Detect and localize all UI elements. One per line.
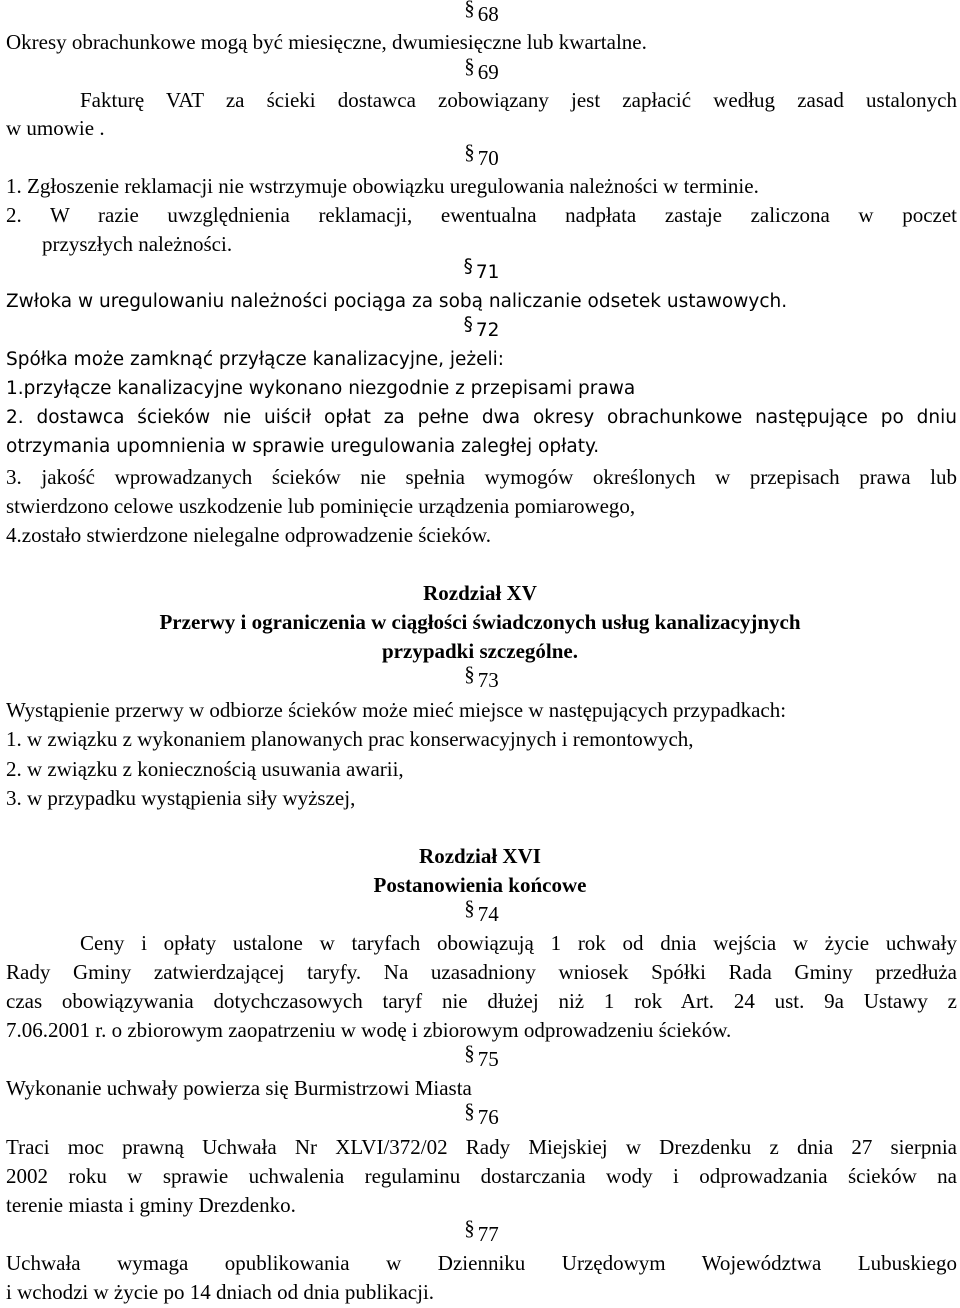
section-73-header (6, 662, 957, 694)
chapter-title: Postanowienia końcowe (373, 873, 587, 897)
paragraph-line: 7.06.2001 r. o zbiorowym zaopatrzeniu w wodę i zbiorowym odprowadzeniu ścieków. (6, 1018, 732, 1042)
paragraph-line: przyszłych należności. (42, 232, 233, 256)
paragraph-line: Traci moc prawną Uchwała Nr XLVI/372/02 Rady Miejskiej w Drezdenku z dnia 27 sierpnia (6, 1135, 957, 1159)
list-item: 1.przyłącze kanalizacyjne wykonano niezgodnie z przepisami prawa (6, 378, 636, 399)
section-number: 76 (477, 1105, 499, 1129)
section-77-header (6, 1216, 957, 1248)
section-76-header (6, 1099, 957, 1131)
list-item: 2. w związku z koniecznością usuwania awarii, (6, 757, 404, 781)
section-75-header (6, 1041, 957, 1073)
paragraph-line: Ceny i opłaty ustalone w taryfach obowiązują 1 rok od dnia wejścia w życie uchwały (80, 931, 957, 955)
paragraph-line: stwierdzono celowe uszkodzenie lub pominięcie urządzenia pomiarowego, (6, 494, 636, 518)
list-item: 4.zostało stwierdzone nielegalne odprowadzenie ścieków. (6, 523, 491, 547)
section-number: 75 (477, 1047, 499, 1071)
section-number: 77 (477, 1222, 499, 1246)
paragraph-line: terenie miasta i gminy Drezdenko. (6, 1193, 296, 1217)
section-symbol: § (463, 314, 473, 335)
paragraph-line: Zwłoka w uregulowaniu należności pociąga za sobą naliczanie odsetek ustawowych. (6, 291, 788, 312)
section-70-header (6, 140, 957, 172)
paragraph-line: 2002 roku w sprawie uchwalenia regulaminu dostarczania wody i odprowadzania ścieków na (6, 1164, 957, 1188)
section-number: 72 (475, 320, 500, 341)
paragraph-line: w umowie . (6, 116, 105, 140)
list-item: 1. Zgłoszenie reklamacji nie wstrzymuje obowiązku uregulowania należności w terminie. (6, 174, 759, 198)
section-symbol: § (464, 0, 475, 20)
section-symbol: § (463, 256, 473, 277)
section-symbol: § (464, 1216, 475, 1240)
section-symbol: § (464, 896, 475, 920)
list-item: 1. w związku z wykonaniem planowanych prac konserwacyjnych i remontowych, (6, 727, 694, 751)
list-item: 3. w przypadku wystąpienia siły wyższej, (6, 786, 356, 810)
section-number: 74 (477, 902, 499, 926)
paragraph-line: i wchodzi w życie po 14 dniach od dnia publikacji. (6, 1280, 435, 1304)
section-symbol: § (464, 54, 475, 78)
paragraph-line: Rady Gminy zatwierdzającej taryfy. Na uzasadniony wniosek Spółki Rada Gminy przedłuża (6, 960, 957, 984)
paragraph-line: Okresy obrachunkowe mogą być miesięczne, dwumiesięczne lub kwartalne. (6, 30, 647, 54)
section-71-header (6, 256, 957, 287)
section-symbol: § (464, 662, 475, 686)
paragraph-line: otrzymania upomnienia w sprawie uregulowania zaległej opłaty. (6, 436, 600, 457)
chapter-heading: Rozdział XVI (419, 844, 541, 868)
paragraph-line: Spółka może zamknąć przyłącze kanalizacyjne, jeżeli: (6, 349, 504, 370)
list-item: 3. jakość wprowadzanych ścieków nie spełnia wymogów określonych w przepisach prawa lub (6, 465, 957, 489)
section-69-header (6, 54, 957, 86)
chapter-heading: Rozdział XV (423, 581, 537, 605)
chapter-subtitle: przypadki szczególne. (382, 639, 578, 663)
list-item: 2. dostawca ścieków nie uiścił opłat za pełne dwa okresy obrachunkowe następujące po dniu (6, 407, 957, 428)
section-number: 70 (477, 146, 499, 170)
section-number: 73 (477, 668, 499, 692)
chapter-title: Przerwy i ograniczenia w ciągłości świadczonych usług kanalizacyjnych (159, 610, 801, 634)
section-72-header (6, 314, 957, 345)
paragraph-line: Wystąpienie przerwy w odbiorze ścieków może mieć miejsce w następujących przypadkach: (6, 698, 787, 722)
paragraph-line: czas obowiązywania dotychczasowych taryf nie dłużej niż 1 rok Art. 24 ust. 9a Ustawy z (6, 989, 957, 1013)
section-symbol: § (464, 140, 475, 164)
section-symbol: § (464, 1041, 475, 1065)
paragraph-line: Wykonanie uchwały powierza się Burmistrzowi Miasta (6, 1076, 472, 1100)
section-68-header (6, 0, 957, 28)
section-number: 69 (477, 60, 499, 84)
list-item: 2. W razie uwzględnienia reklamacji, ewentualna nadpłata zastaje zaliczona w poczet (6, 203, 957, 227)
section-number: 71 (475, 262, 500, 283)
section-symbol: § (464, 1099, 475, 1123)
section-74-header (6, 896, 957, 928)
paragraph-line: Uchwała wymaga opublikowania w Dzienniku Urzędowym Województwa Lubuskiego (6, 1251, 957, 1275)
section-number: 68 (477, 2, 499, 26)
paragraph-line: Fakturę VAT za ścieki dostawca zobowiązany jest zapłacić według zasad ustalonych (80, 88, 957, 112)
